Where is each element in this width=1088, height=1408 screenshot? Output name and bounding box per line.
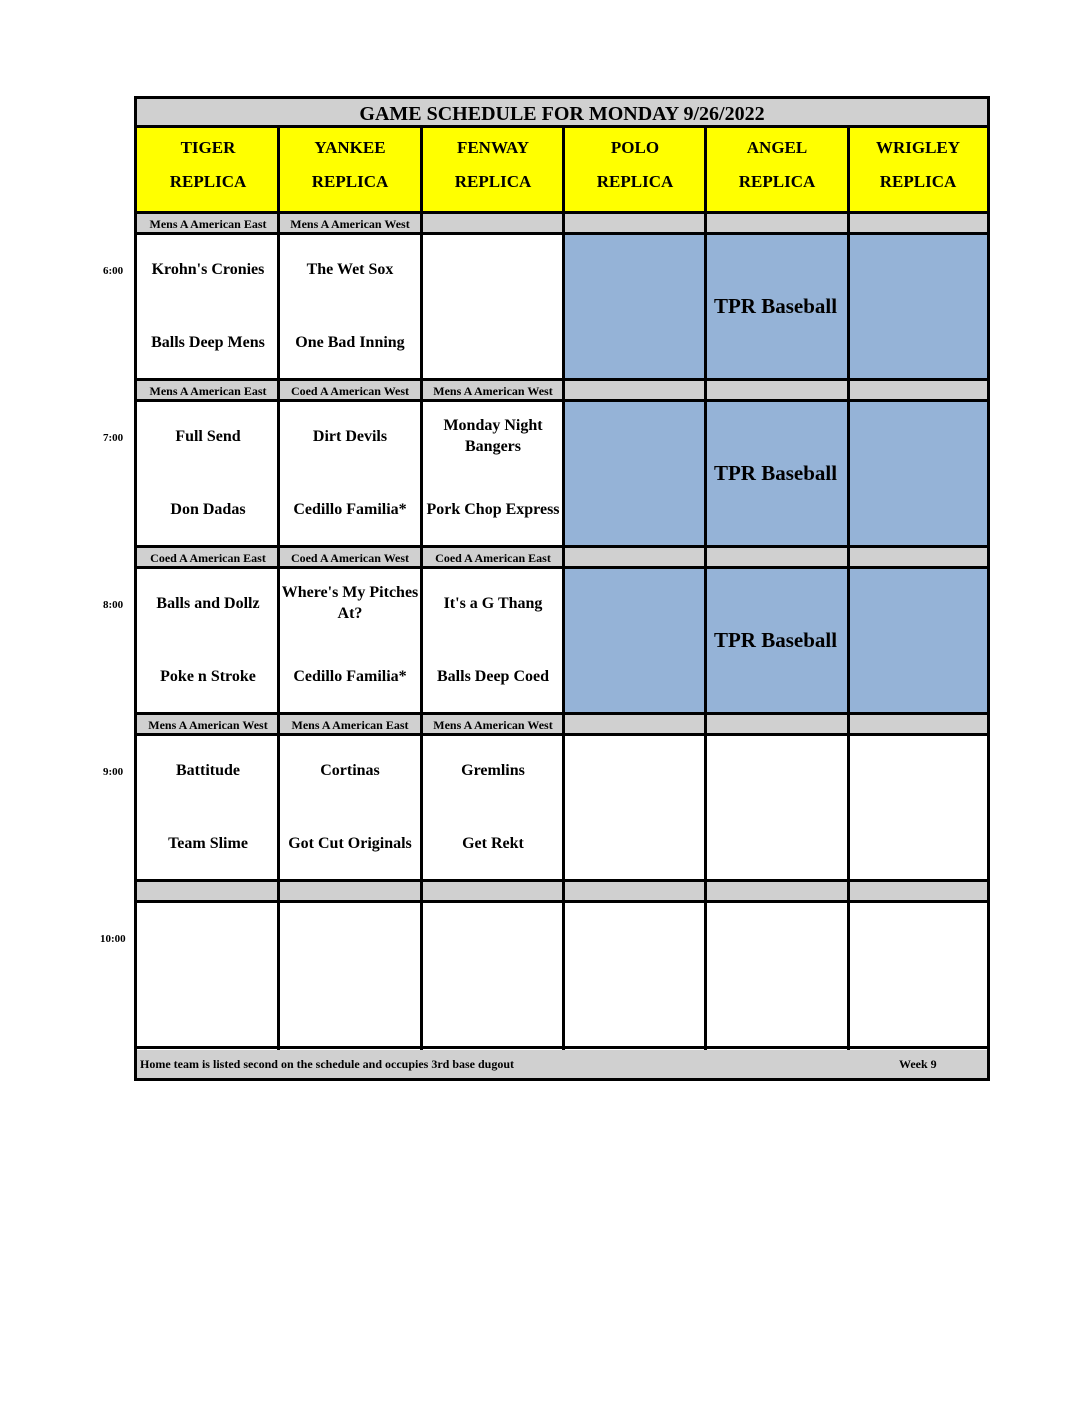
game-cell <box>137 903 279 1049</box>
away-team: Monday Night Bangers <box>443 417 543 455</box>
game-cell <box>279 569 421 715</box>
division-label <box>564 381 706 402</box>
away-team: It's a G Thang <box>443 594 543 612</box>
game-cell <box>279 235 421 381</box>
away-team <box>424 245 562 293</box>
division-label <box>849 214 987 235</box>
column-divider <box>847 128 850 1050</box>
division-label <box>706 214 848 235</box>
schedule-table <box>134 96 990 1081</box>
field-subtitle: REPLICA <box>311 172 389 191</box>
field-header-angel <box>706 128 848 214</box>
away-team <box>566 746 704 794</box>
division-label: Mens A American East <box>137 381 279 402</box>
game-cell <box>137 235 279 381</box>
game-cell <box>422 235 564 381</box>
division-label <box>422 214 564 235</box>
home-team: One Bad Inning <box>295 333 405 351</box>
field-name: TIGER <box>180 138 236 157</box>
time-label: 9:00 <box>103 766 124 778</box>
division-label: Mens A American West <box>422 715 564 736</box>
field-subtitle: REPLICA <box>596 172 674 191</box>
column-divider <box>704 128 707 1050</box>
field-subtitle: REPLICA <box>454 172 532 191</box>
home-team: Cedillo Familia* <box>293 667 407 685</box>
division-label <box>706 715 848 736</box>
week-label: Week 9 <box>899 1057 937 1071</box>
game-cell <box>849 736 987 882</box>
field-subtitle: REPLICA <box>738 172 816 191</box>
away-team: Gremlins <box>461 761 525 779</box>
division-label: Coed A American East <box>137 548 279 569</box>
division-label <box>849 381 987 402</box>
game-cell <box>279 903 421 1049</box>
away-team <box>139 913 277 961</box>
home-team: Cedillo Familia* <box>293 500 407 518</box>
game-cell <box>422 736 564 882</box>
away-team: Dirt Devils <box>312 427 388 445</box>
game-cell <box>279 402 421 548</box>
away-team: Cortinas <box>320 761 380 779</box>
column-divider <box>420 128 423 1050</box>
game-cell <box>706 736 848 882</box>
field-subtitle: REPLICA <box>169 172 247 191</box>
away-team: Balls and Dollz <box>156 594 260 612</box>
home-team: Poke n Stroke <box>160 667 256 685</box>
division-label <box>564 214 706 235</box>
column-divider <box>562 128 565 1050</box>
home-team <box>566 819 704 867</box>
tpr-baseball-block: TPR Baseball <box>564 402 987 548</box>
away-team <box>424 913 562 961</box>
division-label: Coed A American East <box>422 548 564 569</box>
field-header-wrigley <box>849 128 987 214</box>
field-name: ANGEL <box>746 138 808 157</box>
time-label: 7:00 <box>103 432 124 444</box>
home-team: Team Slime <box>168 834 248 852</box>
division-label: Mens A American West <box>137 715 279 736</box>
home-team: Got Cut Originals <box>288 834 412 852</box>
home-team: Balls Deep Coed <box>437 667 549 685</box>
division-label <box>849 882 987 903</box>
home-team <box>566 986 704 1034</box>
division-label <box>137 882 279 903</box>
division-label <box>706 381 848 402</box>
division-label: Mens A American East <box>137 214 279 235</box>
game-cell <box>137 402 279 548</box>
home-team-note: Home team is listed second on the schedule and occupies 3rd base dugout <box>140 1057 515 1071</box>
away-team <box>851 913 985 961</box>
home-team <box>424 318 562 366</box>
division-label: Coed A American West <box>279 548 421 569</box>
away-team <box>708 746 846 794</box>
field-name: WRIGLEY <box>875 138 961 157</box>
home-team <box>424 986 562 1034</box>
game-cell <box>706 903 848 1049</box>
tpr-baseball-block: TPR Baseball <box>564 569 987 715</box>
division-label: Mens A American East <box>279 715 421 736</box>
away-team: Where's My Pitches At? <box>281 584 419 622</box>
division-label <box>564 882 706 903</box>
field-subtitle: REPLICA <box>879 172 957 191</box>
tpr-baseball-block: TPR Baseball <box>564 235 987 381</box>
division-label <box>564 715 706 736</box>
division-label <box>849 548 987 569</box>
game-cell <box>849 903 987 1049</box>
home-team: Balls Deep Mens <box>151 333 265 351</box>
time-label: 6:00 <box>103 265 124 277</box>
time-label: 10:00 <box>100 933 126 945</box>
division-label <box>706 548 848 569</box>
home-team <box>708 819 846 867</box>
time-label: 8:00 <box>103 599 124 611</box>
home-team <box>851 819 985 867</box>
game-cell <box>422 903 564 1049</box>
division-label: Mens A American West <box>422 381 564 402</box>
division-label <box>849 715 987 736</box>
schedule-title: GAME SCHEDULE FOR MONDAY 9/26/2022 <box>137 99 987 128</box>
field-name: POLO <box>610 138 660 157</box>
field-name: YANKEE <box>314 138 386 157</box>
division-label <box>422 882 564 903</box>
away-team <box>851 746 985 794</box>
home-team: Get Rekt <box>462 834 524 852</box>
division-label: Mens A American West <box>279 214 421 235</box>
game-cell <box>564 736 706 882</box>
field-header-yankee <box>279 128 421 214</box>
home-team: Don Dadas <box>170 500 246 518</box>
game-cell <box>422 402 564 548</box>
away-team <box>566 913 704 961</box>
away-team: Full Send <box>175 427 241 445</box>
field-header-tiger <box>137 128 279 214</box>
division-label <box>564 548 706 569</box>
away-team: The Wet Sox <box>306 260 394 278</box>
away-team: Krohn's Cronies <box>151 260 265 278</box>
game-cell <box>422 569 564 715</box>
away-team <box>281 913 419 961</box>
column-divider <box>277 128 280 1050</box>
home-team <box>708 986 846 1034</box>
home-team: Pork Chop Express <box>426 500 560 518</box>
division-label <box>279 882 421 903</box>
game-cell <box>137 736 279 882</box>
away-team: Battitude <box>176 761 240 779</box>
game-cell <box>564 903 706 1049</box>
home-team <box>281 986 419 1034</box>
division-label: Coed A American West <box>279 381 421 402</box>
home-team <box>851 986 985 1034</box>
field-header-polo <box>564 128 706 214</box>
field-name: FENWAY <box>456 138 530 157</box>
home-team <box>139 986 277 1034</box>
game-cell <box>279 736 421 882</box>
division-label <box>706 882 848 903</box>
field-header-fenway <box>422 128 564 214</box>
game-cell <box>137 569 279 715</box>
away-team <box>708 913 846 961</box>
schedule-footer <box>137 1050 987 1078</box>
